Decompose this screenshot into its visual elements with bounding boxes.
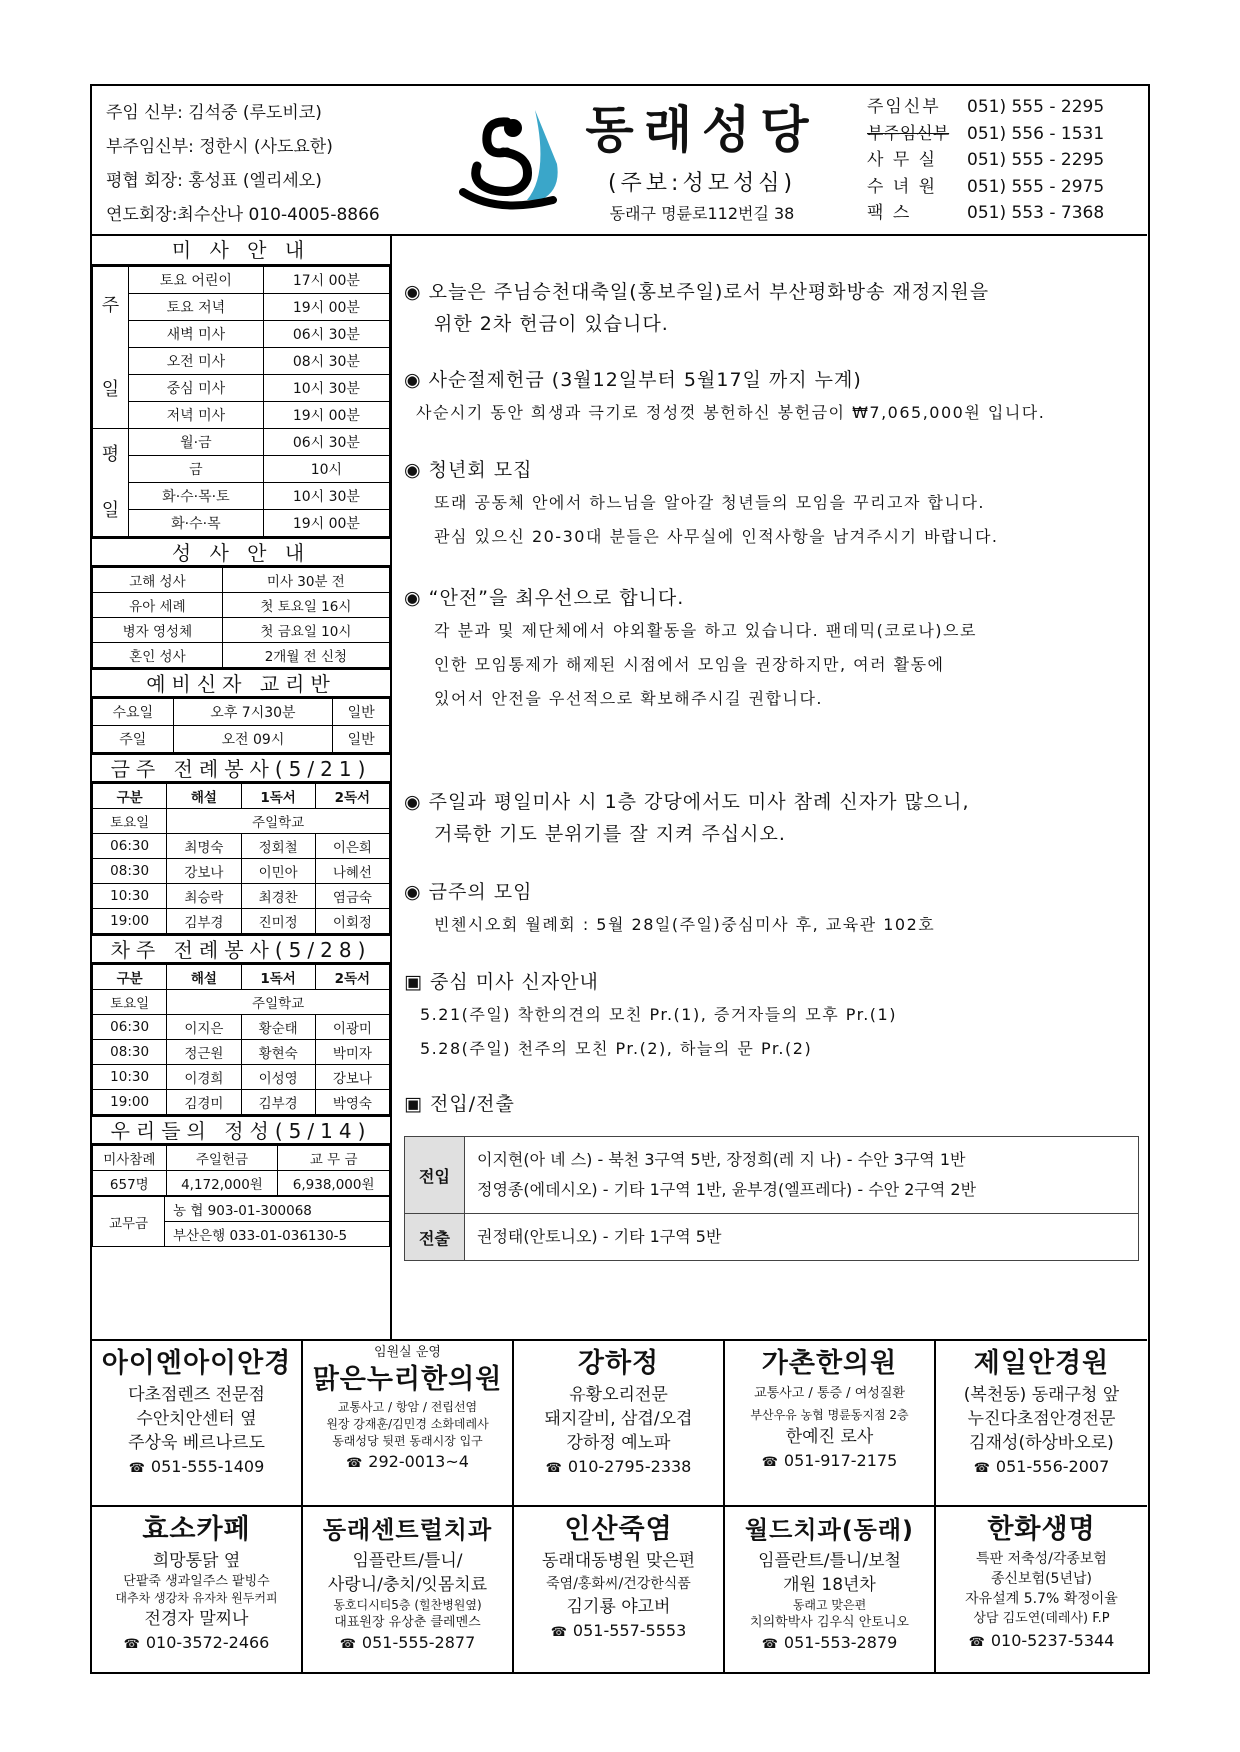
phone-icon: ☎ <box>761 1637 778 1652</box>
table-cell: 이경희 <box>167 1065 241 1090</box>
notice <box>404 876 935 942</box>
account-table <box>92 1196 390 1247</box>
table-cell: 정근원 <box>167 1040 241 1065</box>
church-title-block <box>572 100 832 224</box>
notice-title: ◉ 청년회 모집 <box>404 459 533 481</box>
sacrament-time: 첫 금요일 10시 <box>222 618 389 643</box>
column-header: 주일헌금 <box>166 1146 278 1171</box>
left-column <box>92 236 392 1339</box>
offering-value: 6,938,000원 <box>278 1171 390 1196</box>
ad-phone-line <box>92 1455 301 1481</box>
ad-phone: 051-555-2877 <box>361 1633 476 1652</box>
table-cell: 06:30 <box>93 834 167 859</box>
staff-list <box>106 96 380 232</box>
contact-row <box>867 200 1147 227</box>
notice-body: 또래 공동체 안에서 하느님을 알아갈 청년들의 모임을 꾸리고자 합니다. <box>434 493 985 512</box>
mass-time: 17시 00분 <box>263 267 389 294</box>
mass-name: 토요 저녁 <box>129 294 264 321</box>
ad-card <box>936 1507 1147 1673</box>
notice-body: 인한 모임통제가 해제된 시점에서 모임을 권장하지만, 여러 활동에 <box>434 655 945 674</box>
ad-card <box>303 1507 514 1673</box>
weekday-label: 평 일 <box>93 429 129 537</box>
table-cell: 주일학교 <box>167 990 390 1015</box>
ad-line: 특판 저축성/각종보험 <box>976 1551 1107 1567</box>
column-header: 1독서 <box>241 965 315 990</box>
ad-line: 주상욱 베르나르도 <box>128 1433 265 1453</box>
contact-label: 주임신부 <box>867 97 941 117</box>
sacrament-time: 미사 30분 전 <box>222 568 389 593</box>
bulletin-page <box>90 84 1150 1674</box>
ad-line: 유황오리전문 <box>569 1385 668 1405</box>
ad-line: 죽염/홍화씨/건강한식품 <box>546 1576 691 1592</box>
ad-line: 김기룡 야고버 <box>566 1597 671 1617</box>
phone-icon: ☎ <box>973 1461 990 1476</box>
offering-table <box>92 1145 390 1196</box>
ad-line: 다초점렌즈 전문점 <box>128 1385 265 1405</box>
ad-line: (복천동) 동래구청 앞 <box>963 1385 1120 1405</box>
contact-label: 부주임신부 <box>867 123 950 144</box>
offering-value: 657명 <box>93 1171 167 1196</box>
ad-line: 원장 강재훈/김민경 소화데레사 <box>326 1417 489 1431</box>
table-cell: 이은희 <box>315 834 389 859</box>
table-cell: 강보나 <box>315 1065 389 1090</box>
ad-line: 사랑니/충치/잇몸치료 <box>327 1575 488 1595</box>
contact-label: 수 녀 원 <box>867 176 938 197</box>
table-cell: 나혜선 <box>315 859 389 884</box>
catechumen-table <box>92 698 390 753</box>
mass-title: 미 사 안 내 <box>92 236 390 266</box>
offering-title: 우리들의 정성(5/14) <box>92 1115 390 1145</box>
table-cell: 박영숙 <box>315 1090 389 1115</box>
ad-phone: 292-0013~4 <box>368 1452 469 1471</box>
table-cell: 이광미 <box>315 1015 389 1040</box>
notice <box>404 454 999 554</box>
notice-title: ▣ 중심 미사 신자안내 <box>404 971 599 993</box>
contact-row <box>867 147 1147 174</box>
notice-title: ▣ 전입/전출 <box>404 1093 515 1115</box>
sacrament-title: 성 사 안 내 <box>92 537 390 567</box>
table-cell: 토요일 <box>93 990 167 1015</box>
account-label: 교무금 <box>93 1197 165 1247</box>
sacrament-table <box>92 567 390 668</box>
contact-number: 051) 555 - 2295 <box>967 150 1105 170</box>
contact-row <box>867 121 1147 148</box>
column-header: 미사참례 <box>93 1146 167 1171</box>
notice-title: ◉ 금주의 모임 <box>404 881 533 903</box>
ad-title: 아이엔아이안경 <box>101 1348 292 1379</box>
mass-table <box>92 266 390 537</box>
phone-icon: ☎ <box>761 1455 778 1470</box>
mass-name: 금 <box>129 456 264 483</box>
ad-phone-line <box>303 1631 512 1657</box>
phone-icon: ☎ <box>346 1456 363 1471</box>
column-header: 2독서 <box>315 784 389 809</box>
table-cell: 최경찬 <box>241 884 315 909</box>
ad-line: 자유설계 5.7% 확정이율 <box>965 1591 1118 1607</box>
table-cell: 이회정 <box>315 909 389 934</box>
mass-time: 10시 30분 <box>263 375 389 402</box>
ad-line: 부산우유 농협 명륜동지점 2층 <box>750 1408 909 1422</box>
contact-number: 051) 556 - 1531 <box>967 123 1105 144</box>
class-day: 수요일 <box>93 699 174 726</box>
contact-label: 팩 스 <box>867 203 912 223</box>
notice <box>404 1088 515 1120</box>
ad-row <box>92 1341 1147 1507</box>
table-cell: 08:30 <box>93 859 167 884</box>
offering-value: 4,172,000원 <box>166 1171 278 1196</box>
ad-line: 교통사고 / 통증 / 여성질환 <box>754 1386 905 1401</box>
mass-time: 19시 00분 <box>263 510 389 537</box>
ad-title: 한화생명 <box>987 1514 1096 1545</box>
mass-name: 중심 미사 <box>129 375 264 402</box>
mass-name: 저녁 미사 <box>129 402 264 429</box>
ad-card <box>92 1341 303 1505</box>
ad-phone: 051-557-5553 <box>572 1621 687 1640</box>
ad-phone-line <box>725 1631 934 1657</box>
notice <box>404 582 977 716</box>
class-type: 일반 <box>333 699 390 726</box>
transfer-out-list <box>465 1214 733 1260</box>
class-type: 일반 <box>333 726 390 753</box>
servers-this-table <box>92 783 390 934</box>
table-cell: 이민아 <box>241 859 315 884</box>
ad-line: 치의학박사 김우식 안토니오 <box>750 1615 909 1630</box>
ad-title: 월드치과(동래) <box>744 1516 915 1544</box>
ad-phone: 010-5237-5344 <box>990 1631 1115 1650</box>
advertisements <box>92 1339 1147 1672</box>
ad-top-line: 임원실 운영 <box>374 1345 441 1360</box>
ad-card <box>725 1507 936 1673</box>
table-cell: 염금숙 <box>315 884 389 909</box>
table-cell: 08:30 <box>93 1040 167 1065</box>
ad-phone: 010-2795-2338 <box>567 1457 692 1476</box>
notice-title: ◉ “안전”을 최우선으로 합니다. <box>404 587 685 609</box>
notice-title: ◉ 오늘은 주님승천대축일(홍보주일)로서 부산평화방송 재정지원을 <box>404 281 990 303</box>
contact-list <box>867 94 1147 227</box>
ad-row <box>92 1507 1147 1673</box>
notice-body: 각 분과 및 제단체에서 야외활동을 하고 있습니다. 팬데믹(코로나)으로 <box>434 621 977 640</box>
notice <box>404 786 970 850</box>
transfer-entry: 정영종(에데시오) - 기타 1구역 1반, 윤부경(엘프레다) - 수안 2구역 2반 <box>477 1180 977 1199</box>
mass-name: 새벽 미사 <box>129 321 264 348</box>
table-cell: 강보나 <box>167 859 241 884</box>
notice <box>404 364 1045 430</box>
notice-body: 5.28(주일) 천주의 모친 Pr.(2), 하늘의 문 Pr.(2) <box>420 1039 813 1058</box>
phone-icon: ☎ <box>545 1461 562 1476</box>
transfer-out-row <box>405 1214 1138 1260</box>
ad-card <box>514 1341 725 1505</box>
ad-phone-line <box>936 1455 1147 1481</box>
mass-time: 19시 00분 <box>263 294 389 321</box>
account-number: 농 협 903-01-300068 <box>165 1197 390 1222</box>
table-cell: 진미정 <box>241 909 315 934</box>
table-cell: 이지은 <box>167 1015 241 1040</box>
ad-line: 김재성(하상바오로) <box>969 1433 1114 1453</box>
column-header: 1독서 <box>241 784 315 809</box>
ad-title: 가촌한의원 <box>761 1348 898 1379</box>
transfer-in-list <box>465 1137 988 1213</box>
contact-row <box>867 94 1147 121</box>
column-header: 교 무 금 <box>278 1146 390 1171</box>
table-cell: 정회철 <box>241 834 315 859</box>
ad-title: 동래센트럴치과 <box>322 1516 493 1544</box>
ad-line: 단팥죽 생과일주스 팥빙수 <box>123 1574 270 1589</box>
ad-phone-line <box>514 1619 723 1645</box>
mass-name: 화·수·목·토 <box>129 483 264 510</box>
ad-line: 임플란트/틀니/보철 <box>758 1551 901 1571</box>
mass-time: 19시 00분 <box>263 402 389 429</box>
ad-phone: 051-555-1409 <box>150 1457 265 1476</box>
ad-card <box>725 1341 936 1505</box>
ad-line: 상담 김도연(데레사) F.P <box>973 1611 1110 1626</box>
transfer-in-row <box>405 1137 1138 1214</box>
ad-card <box>92 1507 303 1673</box>
ad-line: 전경자 말찌나 <box>144 1609 249 1629</box>
table-cell: 19:00 <box>93 1090 167 1115</box>
phone-icon: ☎ <box>339 1637 356 1652</box>
sacrament-name: 병자 영성체 <box>93 618 223 643</box>
contact-label: 사 무 실 <box>867 150 938 170</box>
ad-title: 강하정 <box>577 1348 660 1379</box>
transfer-out-label: 전출 <box>405 1214 465 1260</box>
ad-line: 수안치안센터 옆 <box>136 1409 257 1429</box>
ad-line: 교통사고 / 항암 / 전립선염 <box>337 1400 478 1414</box>
mass-time: 10시 30분 <box>263 483 389 510</box>
ad-card <box>936 1341 1147 1505</box>
ad-line: 대표원장 유상춘 클레멘스 <box>334 1615 481 1630</box>
table-cell: 06:30 <box>93 1015 167 1040</box>
ad-card <box>303 1341 514 1505</box>
column-header: 해설 <box>167 965 241 990</box>
contact-number: 051) 555 - 2295 <box>967 97 1105 117</box>
ad-line: 개원 18년차 <box>783 1575 876 1595</box>
table-cell: 황순태 <box>241 1015 315 1040</box>
ad-phone-line <box>92 1631 301 1657</box>
ad-line: 희망통닭 옆 <box>152 1551 241 1571</box>
table-cell: 김경미 <box>167 1090 241 1115</box>
servers-next-title: 차주 전례봉사(5/28) <box>92 934 390 964</box>
header <box>92 86 1147 236</box>
mass-time: 06시 30분 <box>263 429 389 456</box>
ad-line: 동호디시티5층 (힐찬병원옆) <box>333 1598 482 1612</box>
staff-line: 주임 신부: 김석중 (루도비코) <box>106 103 322 123</box>
notice-title: ◉ 사순절제헌금 (3월12일부터 5월17일 까지 누계) <box>404 369 862 391</box>
table-cell: 토요일 <box>93 809 167 834</box>
mass-name: 토요 어린이 <box>129 267 264 294</box>
ad-phone-line <box>936 1629 1147 1655</box>
ad-line: 돼지갈비, 삼겹/오겹 <box>544 1409 693 1429</box>
column-header: 해설 <box>167 784 241 809</box>
ad-line: 대추차 생강차 유자차 원두커피 <box>115 1591 278 1605</box>
account-number: 부산은행 033-01-036130-5 <box>165 1222 390 1247</box>
ad-phone-line <box>303 1450 512 1476</box>
ad-line: 강하정 예노파 <box>566 1433 671 1453</box>
ad-phone: 051-556-2007 <box>995 1457 1110 1476</box>
notice <box>404 966 897 1066</box>
sacrament-name: 고해 성사 <box>93 568 223 593</box>
transfer-entry: 이지현(아 녜 스) - 북천 3구역 5반, 장정희(레 지 나) - 수안 3구역 1반 <box>477 1150 966 1169</box>
mass-name: 화·수·목 <box>129 510 264 537</box>
ad-line: 누진다초점안경전문 <box>967 1409 1116 1429</box>
ad-card <box>514 1507 725 1673</box>
ad-line: 임플란트/틀니/ <box>352 1551 463 1571</box>
table-cell: 주일학교 <box>167 809 390 834</box>
bulletin-subtitle: (주보:성모성심) <box>607 171 797 196</box>
sacrament-time: 2개월 전 신청 <box>222 643 389 668</box>
ad-line: 동래대동병원 맞은편 <box>541 1551 696 1571</box>
notice-title: ◉ 주일과 평일미사 시 1층 강당에서도 미사 참례 신자가 많으니, <box>404 791 970 813</box>
table-cell: 10:30 <box>93 884 167 909</box>
sunday-label: 주 일 <box>93 267 129 429</box>
notice-body: 거룩한 기도 분위기를 잘 지켜 주십시오. <box>434 823 786 845</box>
notice-body: 관심 있으신 20-30대 분들은 사무실에 인적사항을 남겨주시기 바랍니다. <box>434 527 999 546</box>
ad-phone-line <box>514 1455 723 1481</box>
class-day: 주일 <box>93 726 174 753</box>
ad-phone: 051-553-2879 <box>783 1633 898 1652</box>
ad-phone: 051-917-2175 <box>783 1451 898 1470</box>
notice <box>404 276 989 340</box>
notice-body: 위한 2차 헌금이 있습니다. <box>434 313 669 335</box>
phone-icon: ☎ <box>968 1635 985 1650</box>
ad-line: 동래성당 뒷편 동래시장 입구 <box>332 1434 483 1448</box>
class-time: 오전 09시 <box>173 726 333 753</box>
mass-time: 06시 30분 <box>263 321 389 348</box>
table-cell: 박미자 <box>315 1040 389 1065</box>
transfer-table <box>404 1136 1139 1261</box>
table-cell: 19:00 <box>93 909 167 934</box>
staff-line: 부주임신부: 정한시 (사도요한) <box>106 137 333 157</box>
ad-line: 동래고 맞은편 <box>792 1598 867 1612</box>
transfer-entry: 권정태(안토니오) - 기타 1구역 5반 <box>477 1227 722 1246</box>
table-cell: 최명숙 <box>167 834 241 859</box>
notice-body: 빈첸시오회 월례회 : 5월 28일(주일)중심미사 후, 교육관 102호 <box>434 915 936 934</box>
class-time: 오후 7시30분 <box>173 699 333 726</box>
catechumen-title: 예비신자 교리반 <box>92 668 390 698</box>
notices-column <box>392 236 1147 1339</box>
column-header: 구분 <box>93 965 167 990</box>
table-cell: 이성영 <box>241 1065 315 1090</box>
transfer-in-label: 전입 <box>405 1137 465 1213</box>
mass-time: 08시 30분 <box>263 348 389 375</box>
ad-title: 인산죽염 <box>564 1514 673 1545</box>
phone-icon: ☎ <box>550 1625 567 1640</box>
table-cell: 최승락 <box>167 884 241 909</box>
ad-title: 효소카페 <box>142 1514 251 1545</box>
table-cell: 10:30 <box>93 1065 167 1090</box>
sacrament-name: 혼인 성사 <box>93 643 223 668</box>
notice-body: 사순시기 동안 희생과 극기로 정성껏 봉헌하신 봉헌금이 ₩7,065,000원 입니다. <box>416 403 1046 422</box>
notice-body: 있어서 안전을 우선적으로 확보해주시길 권합니다. <box>434 689 824 708</box>
table-cell: 김부경 <box>241 1090 315 1115</box>
ad-line: 한예진 로사 <box>785 1427 874 1447</box>
servers-this-title: 금주 전례봉사(5/21) <box>92 753 390 783</box>
servers-next-table <box>92 964 390 1115</box>
contact-number: 051) 553 - 7368 <box>967 203 1105 223</box>
church-address: 동래구 명륜로112번길 38 <box>609 204 795 223</box>
sacrament-name: 유아 세례 <box>93 593 223 618</box>
phone-icon: ☎ <box>128 1461 145 1476</box>
staff-line: 연도회장:최수산나 010-4005-8866 <box>106 205 380 225</box>
notice-body: 5.21(주일) 착한의견의 모친 Pr.(1), 증거자들의 모후 Pr.(1) <box>420 1005 897 1024</box>
ad-phone: 010-3572-2466 <box>145 1633 270 1652</box>
contact-number: 051) 555 - 2975 <box>967 176 1105 197</box>
ad-phone-line <box>725 1449 934 1475</box>
staff-line: 평협 회장: 홍성표 (엘리세오) <box>106 171 322 191</box>
mass-name: 오전 미사 <box>129 348 264 375</box>
table-cell: 황현숙 <box>241 1040 315 1065</box>
mass-time: 10시 <box>263 456 389 483</box>
ad-title: 제일안경원 <box>973 1348 1110 1379</box>
sacrament-time: 첫 토요일 16시 <box>222 593 389 618</box>
contact-row <box>867 174 1147 201</box>
ad-line: 종신보험(5년납) <box>991 1571 1092 1587</box>
church-name: 동래성당 <box>585 101 819 159</box>
column-header: 2독서 <box>315 965 389 990</box>
mass-name: 월·금 <box>129 429 264 456</box>
ad-title: 맑은누리한의원 <box>312 1364 503 1395</box>
phone-icon: ☎ <box>123 1637 140 1652</box>
table-cell: 김부경 <box>167 909 241 934</box>
column-header: 구분 <box>93 784 167 809</box>
church-logo-icon <box>457 104 567 214</box>
